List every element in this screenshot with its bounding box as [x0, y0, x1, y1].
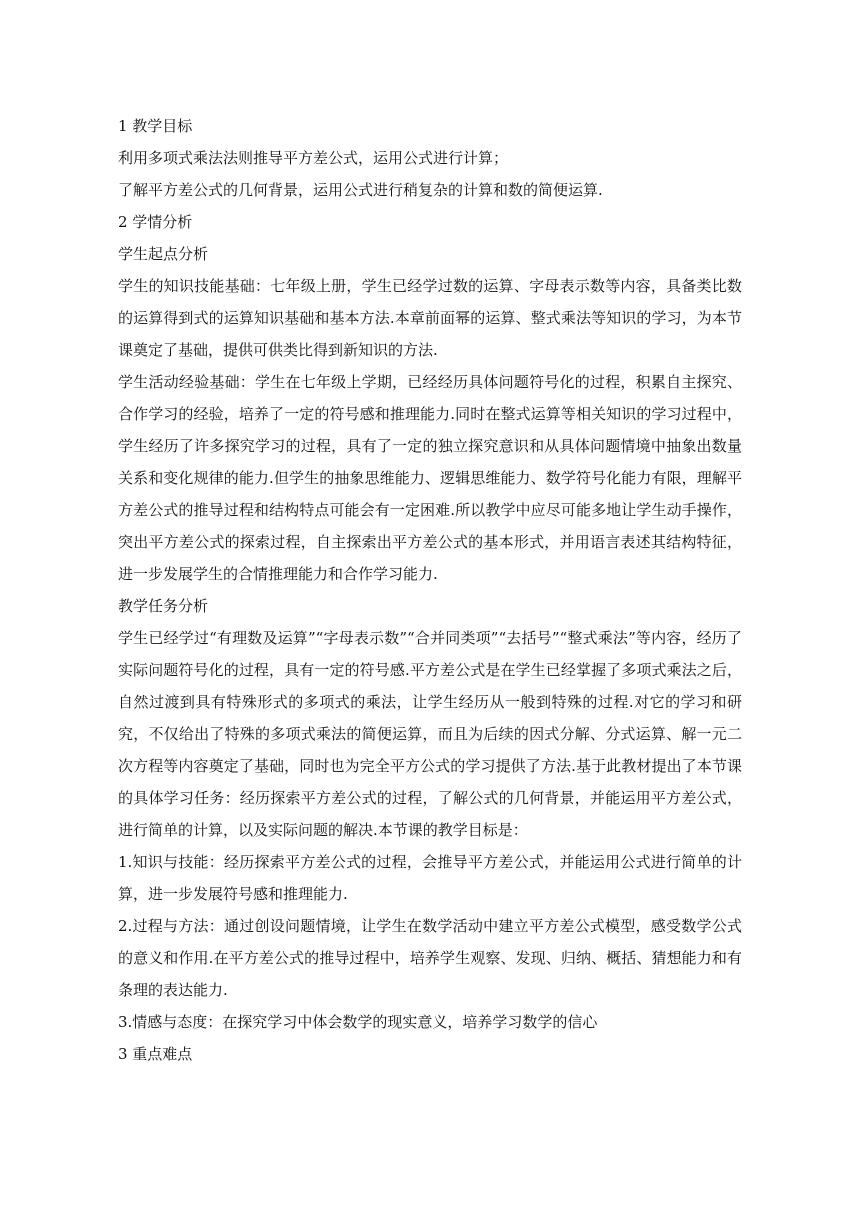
objective-process-methods: 2.过程与方法：通过创设问题情境，让学生在数学活动中建立平方差公式模型，感受数学公式的意义和作用.在平方差公式的推导过程中，培养学生观察、发现、归纳、概括、猜想能力和有条理的表达能力.: [118, 917, 742, 999]
goal-item-1: 利用多项式乘法法则推导平方差公式，运用公式进行计算；: [118, 149, 509, 167]
section-heading-teaching-goals: 1 教学目标: [118, 117, 193, 135]
document-body: [118, 110, 742, 1070]
paragraph-activity-experience: 学生活动经验基础：学生在七年级上学期，已经经历具体问题符号化的过程，积累自主探究、合作学习的经验，培养了一定的符号感和推理能力.同时在整式运算等相关知识的学习过程中，学生经历了许多探究学习的过程，具有了一定的独立探究意识和从具体问题情境中抽象出数量关系和变化规律的能力.但学生的抽象思维能力、逻辑思维能力、数学符号化能力有限，理解平方差公式的推导过程和结构特点可能会有一定困难.所以教学中应尽可能多地让学生动手操作，突出平方差公式的探索过程，自主探索出平方差公式的基本形式，并用语言表述其结构特征，进一步发展学生的合情推理能力和合作学习能力.: [118, 373, 742, 583]
objective-emotion-attitude: 3.情感与态度：在探究学习中体会数学的现实意义，培养学习数学的信心: [118, 1013, 598, 1031]
objective-knowledge-skills: 1.知识与技能：经历探索平方差公式的过程，会推导平方差公式，并能运用公式进行简单的计算，进一步发展符号感和推理能力.: [118, 853, 742, 903]
section-heading-student-analysis: 2 学情分析: [118, 213, 193, 231]
paragraph-task-analysis: 学生已经学过“有理数及运算”“字母表示数”“合并同类项”“去括号”“整式乘法”等内容，经历了实际问题符号化的过程，具有一定的符号感.平方差公式是在学生已经掌握了多项式乘法之后，自然过渡到具有特殊形式的多项式的乘法，让学生经历从一般到特殊的过程.对它的学习和研究，不仅给出了特殊的多项式乘法的简便运算，而且为后续的因式分解、分式运算、解一元二次方程等内容奠定了基础，同时也为完全平方公式的学习提供了方法.基于此教材提出了本节课的具体学习任务：经历探索平方差公式的过程，了解公式的几何背景，并能运用平方差公式，进行简单的计算，以及实际问题的解决.本节课的教学目标是：: [118, 629, 742, 839]
subheading-task-analysis: 教学任务分析: [118, 597, 209, 615]
goal-item-2: 了解平方差公式的几何背景，运用公式进行稍复杂的计算和数的简便运算.: [118, 181, 603, 199]
subheading-starting-point: 学生起点分析: [118, 245, 209, 263]
section-heading-key-difficulties: 3 重点难点: [118, 1045, 193, 1063]
paragraph-knowledge-basis: 学生的知识技能基础：七年级上册，学生已经学过数的运算、字母表示数等内容，具备类比数的运算得到式的运算知识基础和基本方法.本章前面幂的运算、整式乘法等知识的学习，为本节课奠定了基础，提供可供类比得到新知识的方法.: [118, 277, 742, 359]
